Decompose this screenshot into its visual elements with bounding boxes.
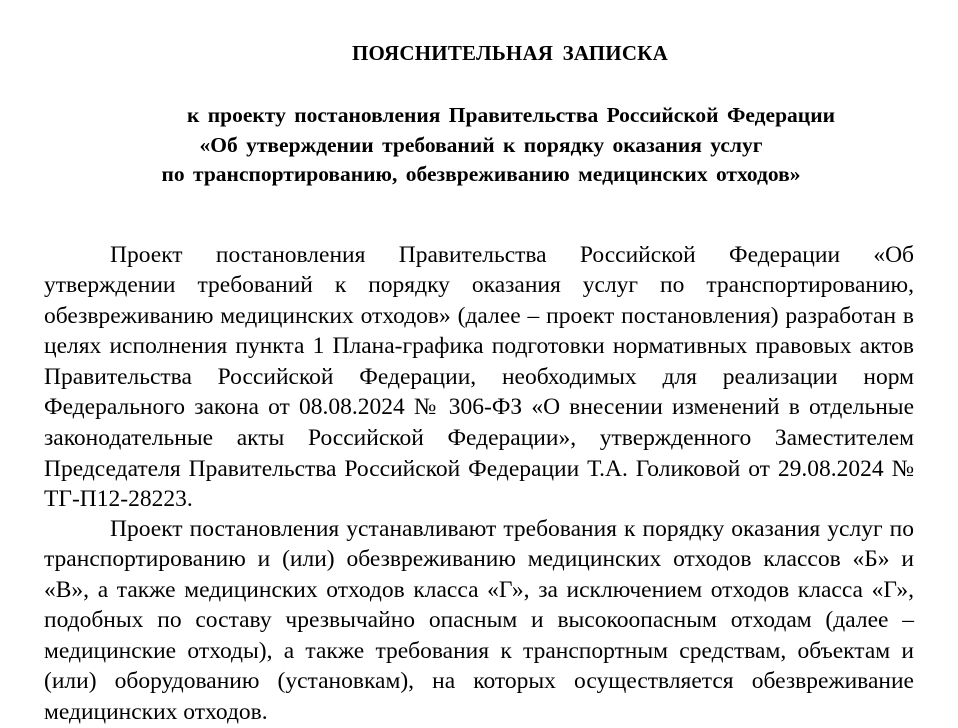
subtitle-line-1: к проекту постановления Правительства Российской Федерации bbox=[187, 103, 835, 127]
subtitle-line-3: по транспортированию, обезвреживанию медицинских отходов» bbox=[161, 162, 801, 186]
paragraph-2: Проект постановления устанавливают требования к порядку оказания услуг по транспортированию и (или) обезвреживанию медицинских отходов классов «Б» и «В», а также медицинских отходов класса «Г», за исключением отходов класса «Г», подобных по составу чрезвычайно опасным и высокоопасным отходам (далее – медицинские отходы), а также требования к транспортным средствам, объектам и (или) оборудованию (установкам), на которых осуществляется обезвреживание медицинских отходов. bbox=[44, 515, 914, 726]
document-title: ПОЯСНИТЕЛЬНАЯ ЗАПИСКА bbox=[352, 41, 668, 65]
paragraph-1: Проект постановления Правительства Российской Федерации «Об утверждении требований к порядку оказания услуг по транспортированию, обезвреживанию медицинских отходов» (далее – проект постановления) разработан в целях исполнения пункта 1 Плана-графика подготовки нормативных правовых актов Правительства Российской Федерации, необходимых для реализации норм Федерального закона от 08.08.2024 № 306-ФЗ «О внесении изменений в отдельные законодательные акты Российской Федерации», утвержденного Заместителем Председателя Правительства Российской Федерации Т.А. Голиковой от 29.08.2024 № ТГ-П12-28223. bbox=[44, 241, 914, 513]
subtitle-line-2: «Об утверждении требований к порядку оказания услуг bbox=[199, 133, 763, 157]
